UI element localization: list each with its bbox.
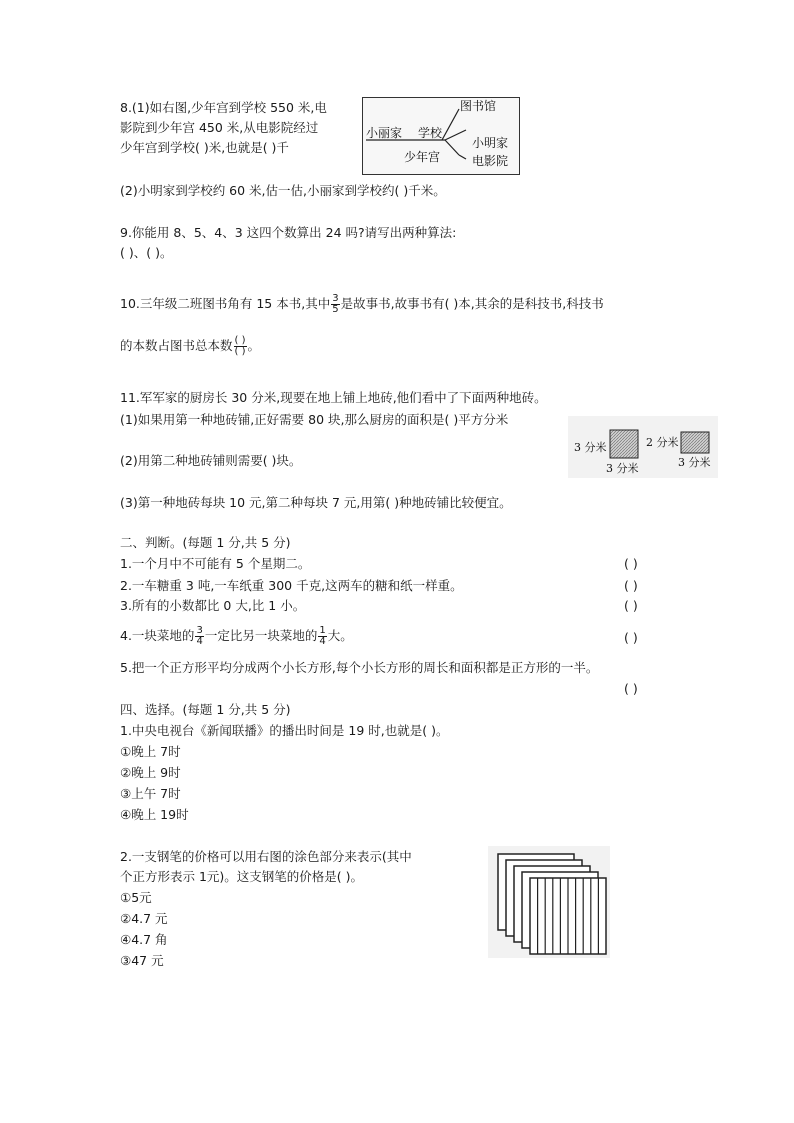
choose-q2-option-4[interactable]: ③47 元: [120, 953, 164, 968]
choose-q2-option-1[interactable]: ①5元: [120, 890, 152, 905]
judge-heading: 二、判断。(每题 1 分,共 5 分): [120, 535, 291, 550]
map-label-school: 学校: [418, 126, 443, 140]
map-label-youth-palace: 少年宫: [404, 150, 441, 164]
q11-line4: (3)第一种地砖每块 10 元,第二种每块 7 元,用第( )种地砖铺比较便宜。: [120, 495, 512, 510]
q8-line1: 8.(1)如右图,少年宫到学校 550 米,电: [120, 100, 327, 115]
tile2-rect: [681, 432, 709, 453]
judge-item-4-text-a: 4.一块菜地的: [120, 628, 195, 643]
q10-frac-den: 5: [332, 304, 339, 315]
q9-line2: ( )、( )。: [120, 245, 173, 260]
judge-item-2-answer[interactable]: ( ): [624, 578, 638, 593]
judge-item-5: 5.把一个正方形平均分成两个小长方形,每个小长方形的周长和面积都是正方形的一半。: [120, 660, 599, 675]
map-label-xiaoli-home: 小丽家: [366, 126, 403, 140]
choose-q2-line1: 2.一支钢笔的价格可以用右图的涂色部分来表示(其中: [120, 849, 412, 864]
q10-line2: [120, 332, 260, 360]
squares-figure: [488, 846, 610, 958]
map-label-xiaoming-home: 小明家: [472, 136, 509, 150]
tiles-diagram: [568, 416, 718, 478]
choose-q1-option-4[interactable]: ④晚上 19时: [120, 807, 189, 822]
q10-text-a: 10.三年级二班图书角有 15 本书,其中: [120, 296, 331, 311]
route-map-figure: [362, 97, 520, 175]
judge-item-4-frac-2-num: 1: [319, 625, 326, 636]
choose-q2-option-2[interactable]: ②4.7 元: [120, 911, 168, 926]
choose-q2-option-3[interactable]: ④4.7 角: [120, 932, 168, 947]
q10-answer-den: ( ): [234, 346, 246, 357]
route-map: [362, 97, 520, 175]
tile2-side-label: 2 分米: [646, 436, 679, 449]
choose-q1: 1.中央电视台《新闻联播》的播出时间是 19 时,也就是( )。: [120, 723, 449, 738]
judge-item-4-frac-2: [318, 626, 326, 647]
choose-q1-option-1[interactable]: ①晚上 7时: [120, 744, 181, 759]
judge-item-4-text-c: 大。: [327, 628, 353, 643]
judge-item-3-answer[interactable]: ( ): [624, 598, 638, 613]
tile1-square: [610, 430, 638, 458]
q11-line3: (2)用第二种地砖铺则需要( )块。: [120, 453, 302, 468]
q10-fraction: [331, 294, 339, 315]
judge-item-4-answer[interactable]: ( ): [624, 630, 638, 645]
q11-line1: 11.军军家的厨房长 30 分米,现要在地上铺上地砖,他们看中了下面两种地砖。: [120, 390, 547, 405]
q11-line2: (1)如果用第一种地砖铺,正好需要 80 块,那么厨房的面积是( )平方分米: [120, 412, 509, 427]
q8-line4: (2)小明家到学校约 60 米,估一估,小丽家到学校约( )千米。: [120, 183, 446, 198]
judge-item-4-frac-1-num: 3: [196, 625, 203, 636]
q8-line3: 少年宫到学校( )米,也就是( )千: [120, 140, 289, 155]
q10-answer-num: ( ): [234, 335, 246, 346]
map-label-cinema: 电影院: [472, 154, 509, 168]
q10-text-c: 的本数占图书总本数: [120, 338, 233, 353]
choose-q1-option-3[interactable]: ③上午 7时: [120, 786, 181, 801]
choose-q1-option-2[interactable]: ②晚上 9时: [120, 765, 181, 780]
judge-item-5-answer[interactable]: ( ): [624, 681, 638, 696]
q10-frac-num: 3: [332, 293, 339, 304]
judge-item-4-frac-2-den: 4: [319, 636, 326, 647]
choose-q2-line2: 个正方形表示 1元)。这支钢笔的价格是( )。: [120, 869, 364, 884]
judge-item-4-frac-1-den: 4: [196, 636, 203, 647]
map-label-library: 图书馆: [460, 99, 497, 113]
choose-heading: 四、选择。(每题 1 分,共 5 分): [120, 702, 291, 717]
tile2-bottom-label: 3 分米: [678, 456, 711, 469]
judge-item-2: 2.一车糖重 3 吨,一车纸重 300 千克,这两车的糖和纸一样重。: [120, 578, 463, 593]
q10-answer-fraction: [234, 336, 247, 357]
q8-line2: 影院到少年宫 450 米,从电影院经过: [120, 120, 319, 135]
tile1-bottom-label: 3 分米: [606, 462, 639, 475]
tile1-side-label: 3 分米: [574, 441, 607, 454]
tiles-figure: [568, 416, 718, 478]
judge-item-4: [120, 622, 353, 650]
q10-text-b: 是故事书,故事书有( )本,其余的是科技书,科技书: [340, 296, 604, 311]
squares-diagram: [488, 846, 610, 958]
q10-line1: [120, 290, 604, 318]
judge-item-3: 3.所有的小数都比 0 大,比 1 小。: [120, 598, 306, 613]
judge-item-1: 1.一个月中不可能有 5 个星期二。: [120, 556, 311, 571]
q9-line1: 9.你能用 8、5、4、3 这四个数算出 24 吗?请写出两种算法:: [120, 225, 457, 240]
q10-text-d: 。: [247, 338, 261, 353]
judge-item-1-answer[interactable]: ( ): [624, 556, 638, 571]
judge-item-4-text-b: 一定比另一块菜地的: [204, 628, 318, 643]
judge-item-4-frac-1: [195, 626, 203, 647]
